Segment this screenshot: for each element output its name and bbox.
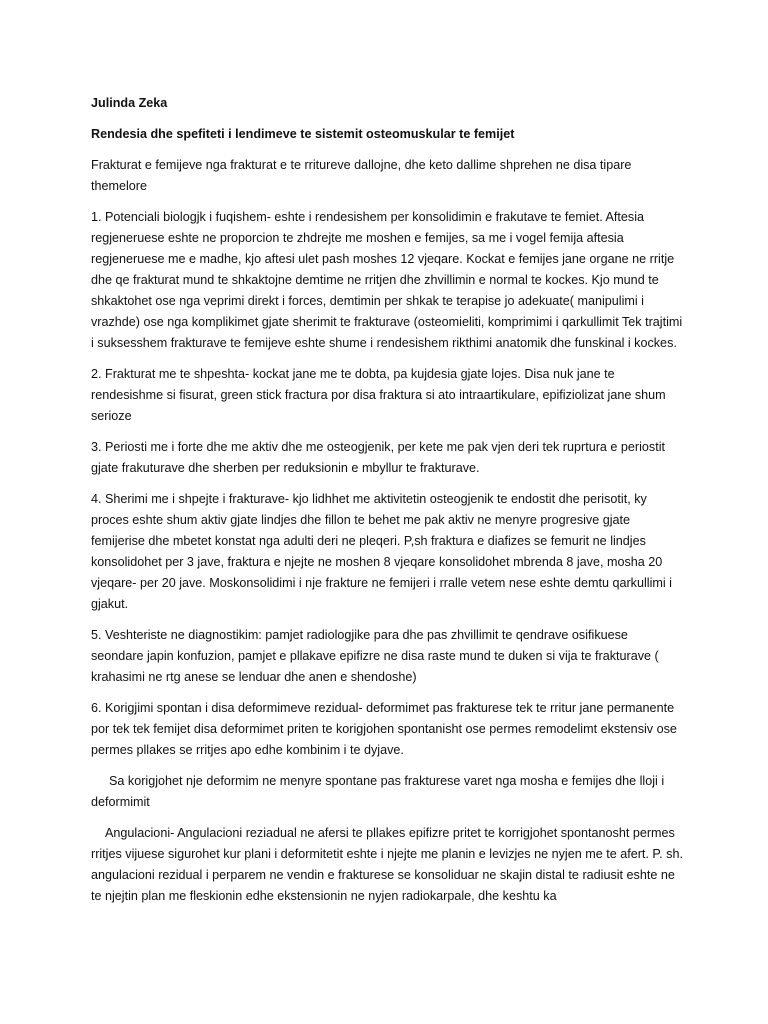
paragraph-5: 5. Veshteriste ne diagnostikim: pamjet radiologjike para dhe pas zhvillimit te qendrave osifikuese seondare japin konfuzion, pamjet e pllakave epifizre ne disa raste mund te duken si vija te frakturave ( krahasimi ne rtg anese se lenduar dhe anen e shendoshe) — [91, 628, 659, 684]
paragraph-angulacioni: Angulacioni- Angulacioni reziadual ne afersi te pllakes epifizre pritet te korrigjohet spontanosht permes rritjes vijuese sigurohet kur plani i deformitetit eshte i njejte me planin e levizjes ne nyjen me te afert. P. sh. angulacioni rezidual i perparem ne vendin e frakturese se konsoliduar ne skajin distal te radiusit eshte ne te njejtin plan me fleskionin edhe ekstensionin ne nyjen radiokarpale, dhe keshtu ka — [91, 826, 683, 903]
paragraph-intro: Frakturat e femijeve nga frakturat e te rritureve dallojne, dhe keto dallime shprehen ne disa tipare themelore — [91, 158, 632, 193]
paragraph-6: 6. Korigjimi spontan i disa deformimeve rezidual- deformimet pas frakturese tek te rritur jane permanente por tek tek femijet disa deformimet priten te korigjohen spontanisht ose permes remodelimt ekstensiv ose permes pllakes se rritjes apo edhe kombinim i te dyjave. — [91, 701, 677, 757]
paragraph-4: 4. Sherimi me i shpejte i frakturave- kjo lidhhet me aktivitetin osteogjenik te endostit dhe perisotit, ky proces eshte shum aktiv gjate lindjes dhe fillon te behet me pak aktiv ne menyre progresive gjate femijerise dhe mbetet konstat nga adulti deri ne pleqeri. P,sh fraktura e diafizes se femurit ne lindjes konsolidohet per 3 jave, fraktura e njejte ne moshen 8 vjeqare konsolidohet mbrenda 8 jave, mosha 20 vjeqare- per 20 jave. Moskonsolidimi i nje frakture ne femijeri i rralle vetem nese eshte demtu qarkullimi i gjakut. — [91, 492, 672, 611]
document-body — [91, 93, 683, 917]
author-name: Julinda Zeka — [91, 96, 168, 110]
document-title: Rendesia dhe spefiteti i lendimeve te sistemit osteomuskular te femijet — [91, 127, 515, 141]
paragraph-3: 3. Periosti me i forte dhe me aktiv dhe me osteogjenik, per kete me pak vjen deri tek ruprtura e periostit gjate frakuturave dhe sherben per reduksionin e mbyllur te frakturave. — [91, 440, 665, 475]
paragraph-1: 1. Potenciali biologjk i fuqishem- eshte i rendesishem per konsolidimin e frakutave te femiet. Aftesia regjeneruese eshte ne proporcion te zhdrejte me moshen e femijes, sa me i vogel femija aftesia regjeneruese me e madhe, kjo aftesi ulet pash moshes 12 vjeqare. Kockat e femijes jane organe ne rritje dhe qe frakturat mund te shkaktojne demtime ne rritjen dhe zhvillimin e normal te kockes. Kjo mund te shkaktohet ose nga veprimi direkt i forces, demtimin per shkak te terapise jo adekuate( manipulimi i vrazhde) ose nga komplikimet gjate sherimit te frakturave (osteomieliti, komprimimi i qarkullimit Tek trajtimi i suksesshem frakturave te femijeve eshte shume i rendesishem rikthimi anatomik dhe funskinal i kockes. — [91, 210, 683, 350]
paragraph-deformim: Sa korigjohet nje deformim ne menyre spontane pas frakturese varet nga mosha e femijes dhe lloji i deformimit — [91, 774, 665, 809]
paragraph-2: 2. Frakturat me te shpeshta- kockat jane me te dobta, pa kujdesia gjate lojes. Disa nuk jane te rendesishme si fisurat, green stick fractura por disa fraktura si ato intraartikulare, epifiziolizat jane shum serioze — [91, 367, 666, 423]
